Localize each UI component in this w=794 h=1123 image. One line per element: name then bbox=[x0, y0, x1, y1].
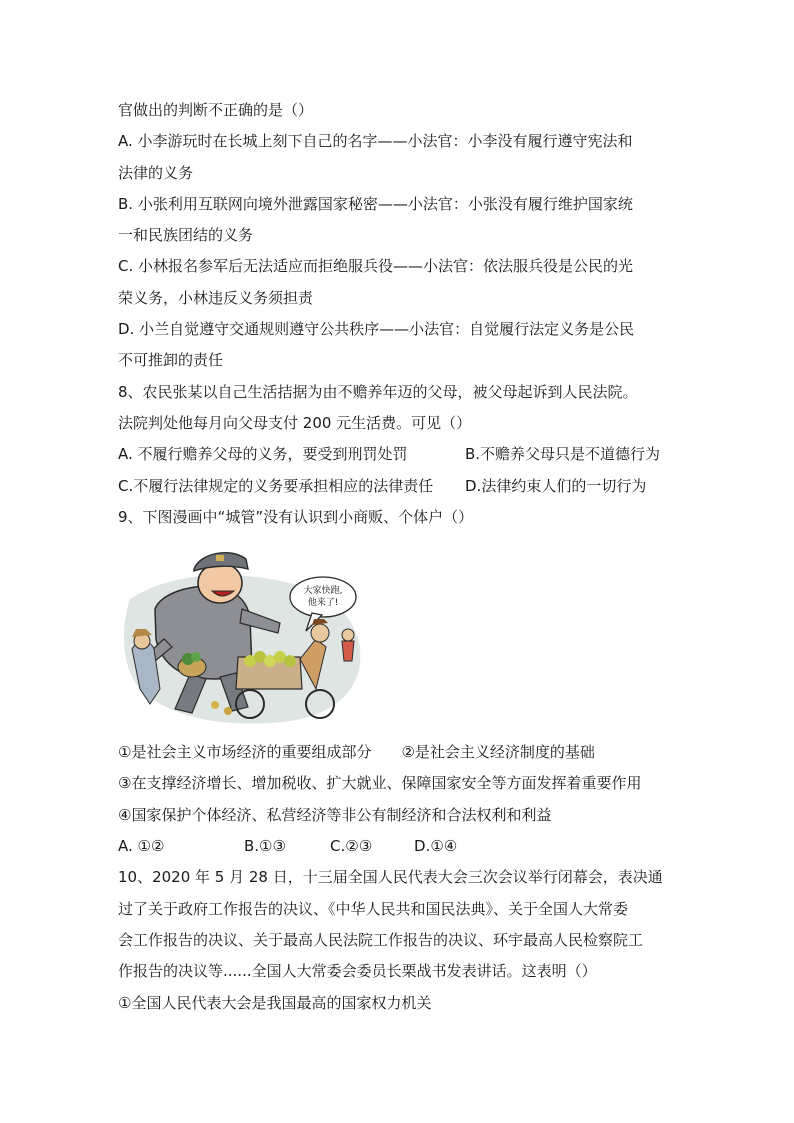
q7-option-b-line1: B. 小张利用互联网向境外泄露国家秘密——小法官：小张没有履行维护国家统 bbox=[118, 194, 633, 213]
q10-stem-line4: 作报告的决议等......全国人大常委会委员长栗战书发表讲话。这表明（） bbox=[118, 962, 597, 981]
q9-statement-row1 bbox=[118, 737, 678, 768]
q7-option-c-line2: 荣义务，小林违反义务须担责 bbox=[118, 288, 314, 307]
exam-page bbox=[118, 95, 678, 1019]
q9-statement-4: ④国家保护个体经济、私营经济等非公有制经济和合法权利和利益 bbox=[118, 805, 552, 824]
q7-option-a-line1: A. 小李游玩时在长城上刻下自己的名字——小法官：小李没有履行遵守宪法和 bbox=[118, 132, 633, 151]
q7-stem-tail: 官做出的判断不正确的是（） bbox=[118, 101, 314, 119]
cartoon-image bbox=[120, 539, 366, 729]
q9-statement-3: ③在支撑经济增长、增加税收、扩大就业、保障国家安全等方面发挥着重要作用 bbox=[118, 774, 642, 793]
q9-stem: 9、下图漫画中“城管”没有认识到小商贩、个体户（） bbox=[118, 507, 474, 526]
q8-options-row1 bbox=[118, 439, 678, 470]
q10-stem-line3: 会工作报告的决议、关于最高人民法院工作报告的决议、环宇最高人民检察院工 bbox=[118, 930, 644, 949]
q9-options-row bbox=[118, 831, 678, 862]
q8-stem-line2: 法院判处他每月向父母支付 200 元生活费。可见（） bbox=[118, 413, 472, 432]
q8-option-d: D.法律约束人们的一切行为 bbox=[465, 476, 647, 495]
cartoon-illustration bbox=[120, 539, 366, 729]
bubble-text-line2: 他来了! bbox=[307, 598, 339, 609]
q8-option-a: A. 不履行赡养父母的义务，要受到刑罚处罚 bbox=[118, 445, 408, 464]
q9-option-d: D.①④ bbox=[414, 837, 458, 856]
q7-option-d-line2: 不可推卸的责任 bbox=[118, 351, 224, 370]
q7-option-c-line1: C. 小林报名参军后无法适应而拒绝服兵役——小法官：依法服兵役是公民的光 bbox=[118, 257, 634, 276]
q9-option-b: B.①③ bbox=[244, 837, 286, 856]
q10-stem-line2: 过了关于政府工作报告的决议、《中华人民共和国民法典》、关于全国人大常委 bbox=[118, 899, 629, 918]
q9-statement-1: ①是社会主义市场经济的重要组成部分 bbox=[118, 743, 372, 762]
q10-statement-1: ①全国人民代表大会是我国最高的国家权力机关 bbox=[118, 993, 432, 1012]
bubble-text-line1: 大家快跑, bbox=[303, 586, 343, 597]
q8-option-b: B.不赡养父母只是不道德行为 bbox=[465, 445, 661, 464]
q8-option-c: C.不履行法律规定的义务要承担相应的法律责任 bbox=[118, 476, 434, 495]
q9-option-a: A. ①② bbox=[118, 837, 165, 856]
q7-option-d-line1: D. 小兰自觉遵守交通规则遵守公共秩序——小法官：自觉履行法定义务是公民 bbox=[118, 320, 635, 339]
q8-stem-line1: 8、农民张某以自己生活拮据为由不赡养年迈的父母，被父母起诉到人民法院。 bbox=[118, 382, 638, 401]
q9-option-c: C.②③ bbox=[330, 837, 373, 856]
q8-options-row2 bbox=[118, 471, 678, 502]
q7-option-b-line2: 一和民族团结的义务 bbox=[118, 226, 254, 245]
q7-option-a-line2: 法律的义务 bbox=[118, 163, 194, 182]
q10-stem-line1: 10、2020 年 5 月 28 日，十三届全国人民代表大会三次会议举行闭幕会，表决通 bbox=[118, 868, 663, 887]
q9-statement-2: ②是社会主义经济制度的基础 bbox=[401, 743, 595, 762]
